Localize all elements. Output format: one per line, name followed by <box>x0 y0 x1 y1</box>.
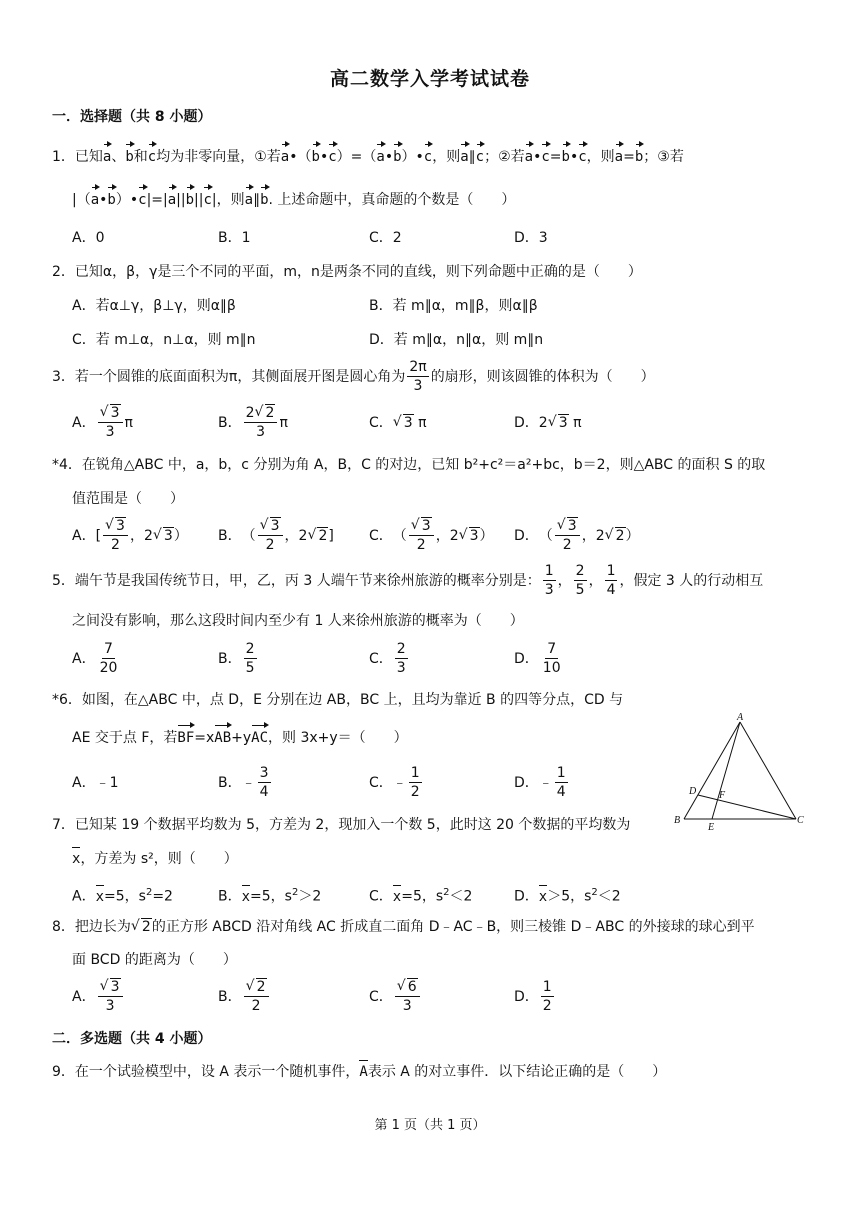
q2-stem: 2．已知α，β，γ是三个不同的平面，m，n是两条不同的直线，则下列命题中正确的是（ ） <box>52 264 642 280</box>
q4-option-a: A． [ √ $\frac{3}{2}$ ，2 √ 3 ） <box>72 517 188 554</box>
q8-option-c: C． √ $\frac{6}{3}$ <box>369 978 422 1015</box>
q2-option-a: A．若α⊥γ，β⊥γ，则α∥β <box>72 298 236 314</box>
q3-stem: 3．若一个圆锥的底面面积为π，其侧面展开图是圆心角为 $\frac{2\pi}{3}$ 的扇形，则该圆锥的体积为（ ） <box>52 359 655 394</box>
label-e: E <box>708 822 715 833</box>
q8-option-d: D． $\frac{1}{2}$ <box>514 979 552 1014</box>
q4-stem-line1: *4．在锐角△ABC 中，a，b，c 分别为角 A，B，C 的对边，已知 b²+c²＝a²+bc，b＝2，则△ABC 的面积 S 的取 <box>52 457 766 473</box>
q9-stem: 9．在一个试验模型中，设 A 表示一个随机事件，A表示 A 的对立事件．以下结论正确的是（ ） <box>52 1064 667 1080</box>
q4-stem-line2: 值范围是（ ） <box>72 491 184 507</box>
q4-option-c: C． （ √ $\frac{3}{2}$ ，2 √ 3 ） <box>369 517 494 554</box>
q3-option-a: A． √ $\frac{3}{3}$ π <box>72 404 133 441</box>
section-heading-single: 一．选择题（共 8 小题） <box>52 109 212 125</box>
q5-stem-line2: 之间没有影响，那么这段时间内至少有 1 人来徐州旅游的概率为（ ） <box>72 613 524 629</box>
q7-option-a: A．x=5，$s^2=2$ <box>72 887 173 905</box>
page-footer: 第 1 页（共 1 页） <box>374 1118 486 1133</box>
q7-stem-line2: x，方差为 s²，则（ ） <box>72 851 238 867</box>
q3-option-c: C．√ 3 π <box>369 413 427 433</box>
q6-option-b: B． ﹣ $\frac{3}{4}$ <box>218 765 269 800</box>
q2-option-b: B．若 m∥α，m∥β，则α∥β <box>369 298 538 314</box>
q6-stem-line2: AE 交于点 F，若BF=xAB+yAC，则 3x+y＝（ ） <box>72 730 408 746</box>
q1-option-d: D．3 <box>514 230 548 246</box>
triangle-figure <box>670 708 810 838</box>
side-ab <box>684 722 740 819</box>
q3-option-b: B． $\frac{2√ 2}{3}$ π <box>218 404 288 441</box>
q5-option-b: B． $\frac{2}{5}$ <box>218 641 255 676</box>
q5-option-c: C． $\frac{2}{3}$ <box>369 641 406 676</box>
q8-stem-line2: 面 BCD 的距离为（ ） <box>72 952 237 968</box>
side-ac <box>740 722 796 819</box>
page-title: 高二数学入学考试试卷 <box>329 68 530 90</box>
q7-option-d: D．x＞5，$s^2<2$ <box>514 887 621 905</box>
q5-stem-line1: 5．端午节是我国传统节日，甲，乙，丙 3 人端午节来徐州旅游的概率分别是： $\frac{1}{3}$ ， $\frac{2}{5}$ ， $\frac{1}{4}$ ，假定 3 人的行动相互 <box>52 563 764 598</box>
q2-option-c: C．若 m⊥α，n⊥α，则 m∥n <box>72 332 256 348</box>
q6-option-c: C． ﹣ $\frac{1}{2}$ <box>369 765 420 800</box>
q7-stem-line1: 7．已知某 19 个数据平均数为 5，方差为 2，现加入一个数 5，此时这 20 个数据的平均数为 <box>52 817 631 833</box>
q5-option-d: D． $\frac{7}{10}$ <box>514 641 561 676</box>
label-b: B <box>674 815 681 826</box>
q6-option-d: D． ﹣ $\frac{1}{4}$ <box>514 765 566 800</box>
q6-option-a: A．﹣1 <box>72 775 119 791</box>
label-c: C <box>797 815 804 826</box>
q6-stem-line1: *6．如图，在△ABC 中，点 D，E 分别在边 AB，BC 上，且均为靠近 B 的四等分点，CD 与 <box>52 692 624 708</box>
q4-option-b: B． （ √ $\frac{3}{2}$ ，2 √ 2 ] <box>218 517 334 554</box>
q1-line2: |（a•b）•c|=|a||b||c|，则a∥b. 上述命题中，真命题的个数是（ ） <box>72 192 516 208</box>
q1-line1: 1．已知a、b和c均为非零向量，①若a•（b•c）=（a•b）•c，则a∥c；②若a•c=b•c，则a=b；③若 <box>52 149 684 165</box>
q8-option-a: A． √ $\frac{3}{3}$ <box>72 978 125 1015</box>
q4-option-d: D． （ √ $\frac{3}{2}$ ，2 √ 2 ） <box>514 517 640 554</box>
q7-option-b: B．x=5，$s^2>2$ <box>218 887 322 905</box>
q7-option-c: C．x=5，$s^2<2$ <box>369 887 473 905</box>
q8-stem-line1: 8．把边长为√ 2的正方形 ABCD 沿对角线 AC 折成直二面角 D﹣AC﹣B，则三棱锥 D﹣ABC 的外接球的球心到平 <box>52 917 755 937</box>
q1-option-b: B．1 <box>218 230 251 246</box>
q8-option-b: B． √ $\frac{2}{2}$ <box>218 978 271 1015</box>
label-a: A <box>737 712 744 723</box>
section-heading-multi: 二．多选题（共 4 小题） <box>52 1031 212 1047</box>
q5-option-a: A． $\frac{7}{20}$ <box>72 641 118 676</box>
label-d: D <box>689 786 697 797</box>
label-f: F <box>719 790 726 801</box>
q2-option-d: D．若 m∥α，n∥α，则 m∥n <box>369 332 544 348</box>
q1-option-a: A．0 <box>72 230 105 246</box>
q1-option-c: C．2 <box>369 230 402 246</box>
q3-option-d: D．2√ 3 π <box>514 413 582 433</box>
